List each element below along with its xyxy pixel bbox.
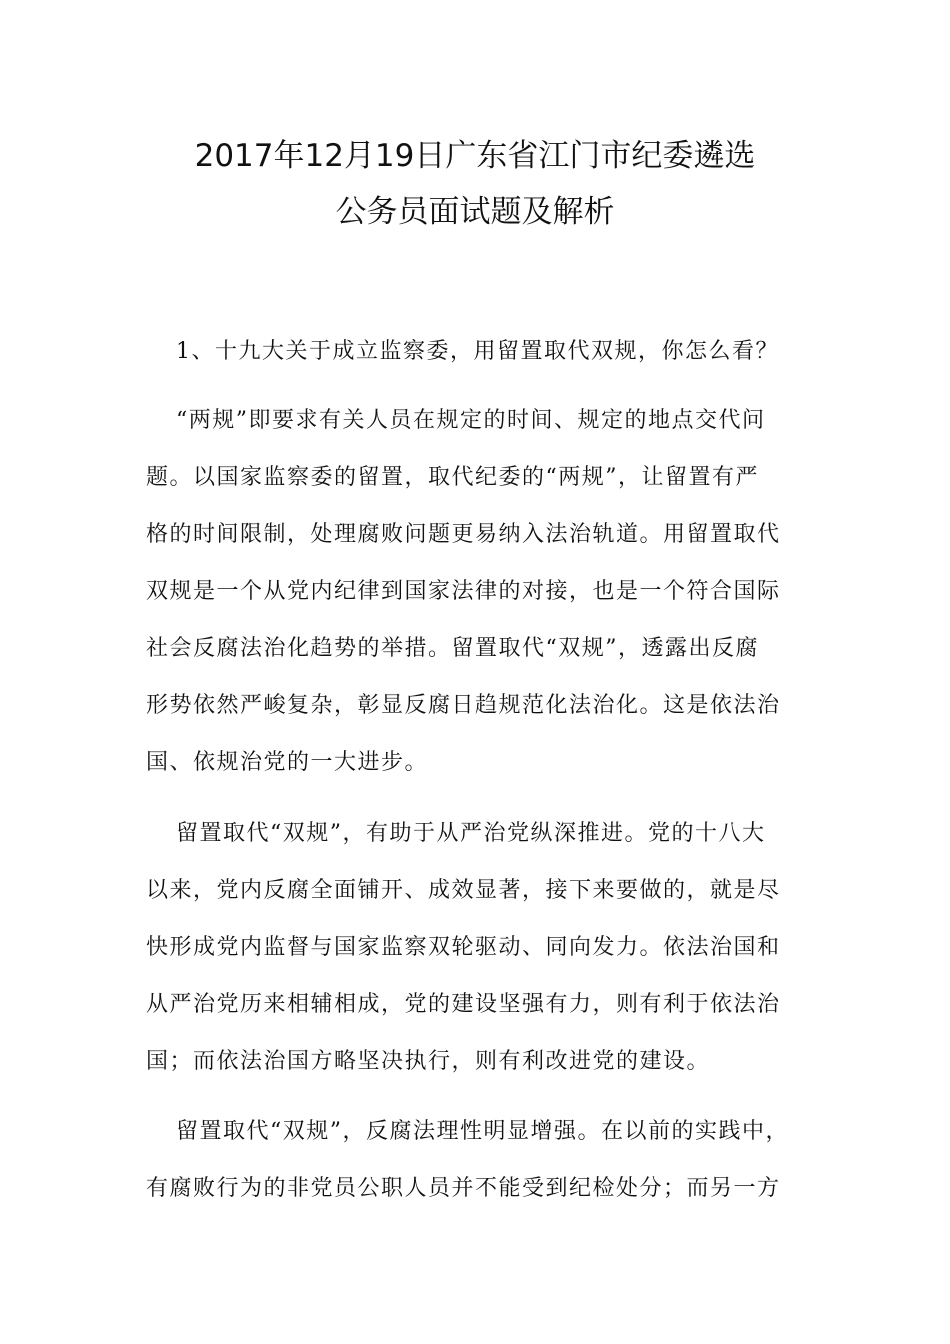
document-title-line-2: 公务员面试题及解析 xyxy=(335,194,615,230)
paragraph-line: 以来，党内反腐全面铺开、成效显著，接下来要做的，就是尽 xyxy=(146,878,781,903)
paragraph-line: 题。以国家监察委的留置，取代纪委的“两规”，让留置有严 xyxy=(146,465,759,490)
document-title-line-1: 2017年12月19日广东省江门市纪委遴选 xyxy=(194,138,756,174)
paragraph-line: 有腐败行为的非党员公职人员并不能受到纪检处分；而另一方 xyxy=(146,1176,781,1201)
paragraph-line: 从严治党历来相辅相成，党的建设坚强有力，则有利于依法治 xyxy=(146,992,781,1017)
paragraph-line: 留置取代“双规”，有助于从严治党纵深推进。党的十八大 xyxy=(176,821,766,846)
paragraph-line: 国；而依法治国方略坚决执行，则有利改进党的建设。 xyxy=(146,1049,711,1074)
paragraph-line: “两规”即要求有关人员在规定的时间、规定的地点交代问 xyxy=(176,408,766,433)
paragraph-line: 形势依然严峻复杂，彰显反腐日趋规范化法治化。这是依法治 xyxy=(146,693,781,718)
paragraph-line: 快形成党内监督与国家监察双轮驱动、同向发力。依法治国和 xyxy=(146,935,781,960)
paragraph-line: 双规是一个从党内纪律到国家法律的对接，也是一个符合国际 xyxy=(146,579,781,604)
paragraph-line: 格的时间限制，处理腐败问题更易纳入法治轨道。用留置取代 xyxy=(146,522,781,547)
paragraph-line: 留置取代“双规”，反腐法理性明显增强。在以前的实践中， xyxy=(176,1119,789,1144)
question-1: 1、十九大关于成立监察委，用留置取代双规，你怎么看？ xyxy=(176,339,779,364)
paragraph-line: 国、依规治党的一大进步。 xyxy=(146,750,429,775)
paragraph-line: 社会反腐法治化趋势的举措。留置取代“双规”，透露出反腐 xyxy=(146,636,759,661)
